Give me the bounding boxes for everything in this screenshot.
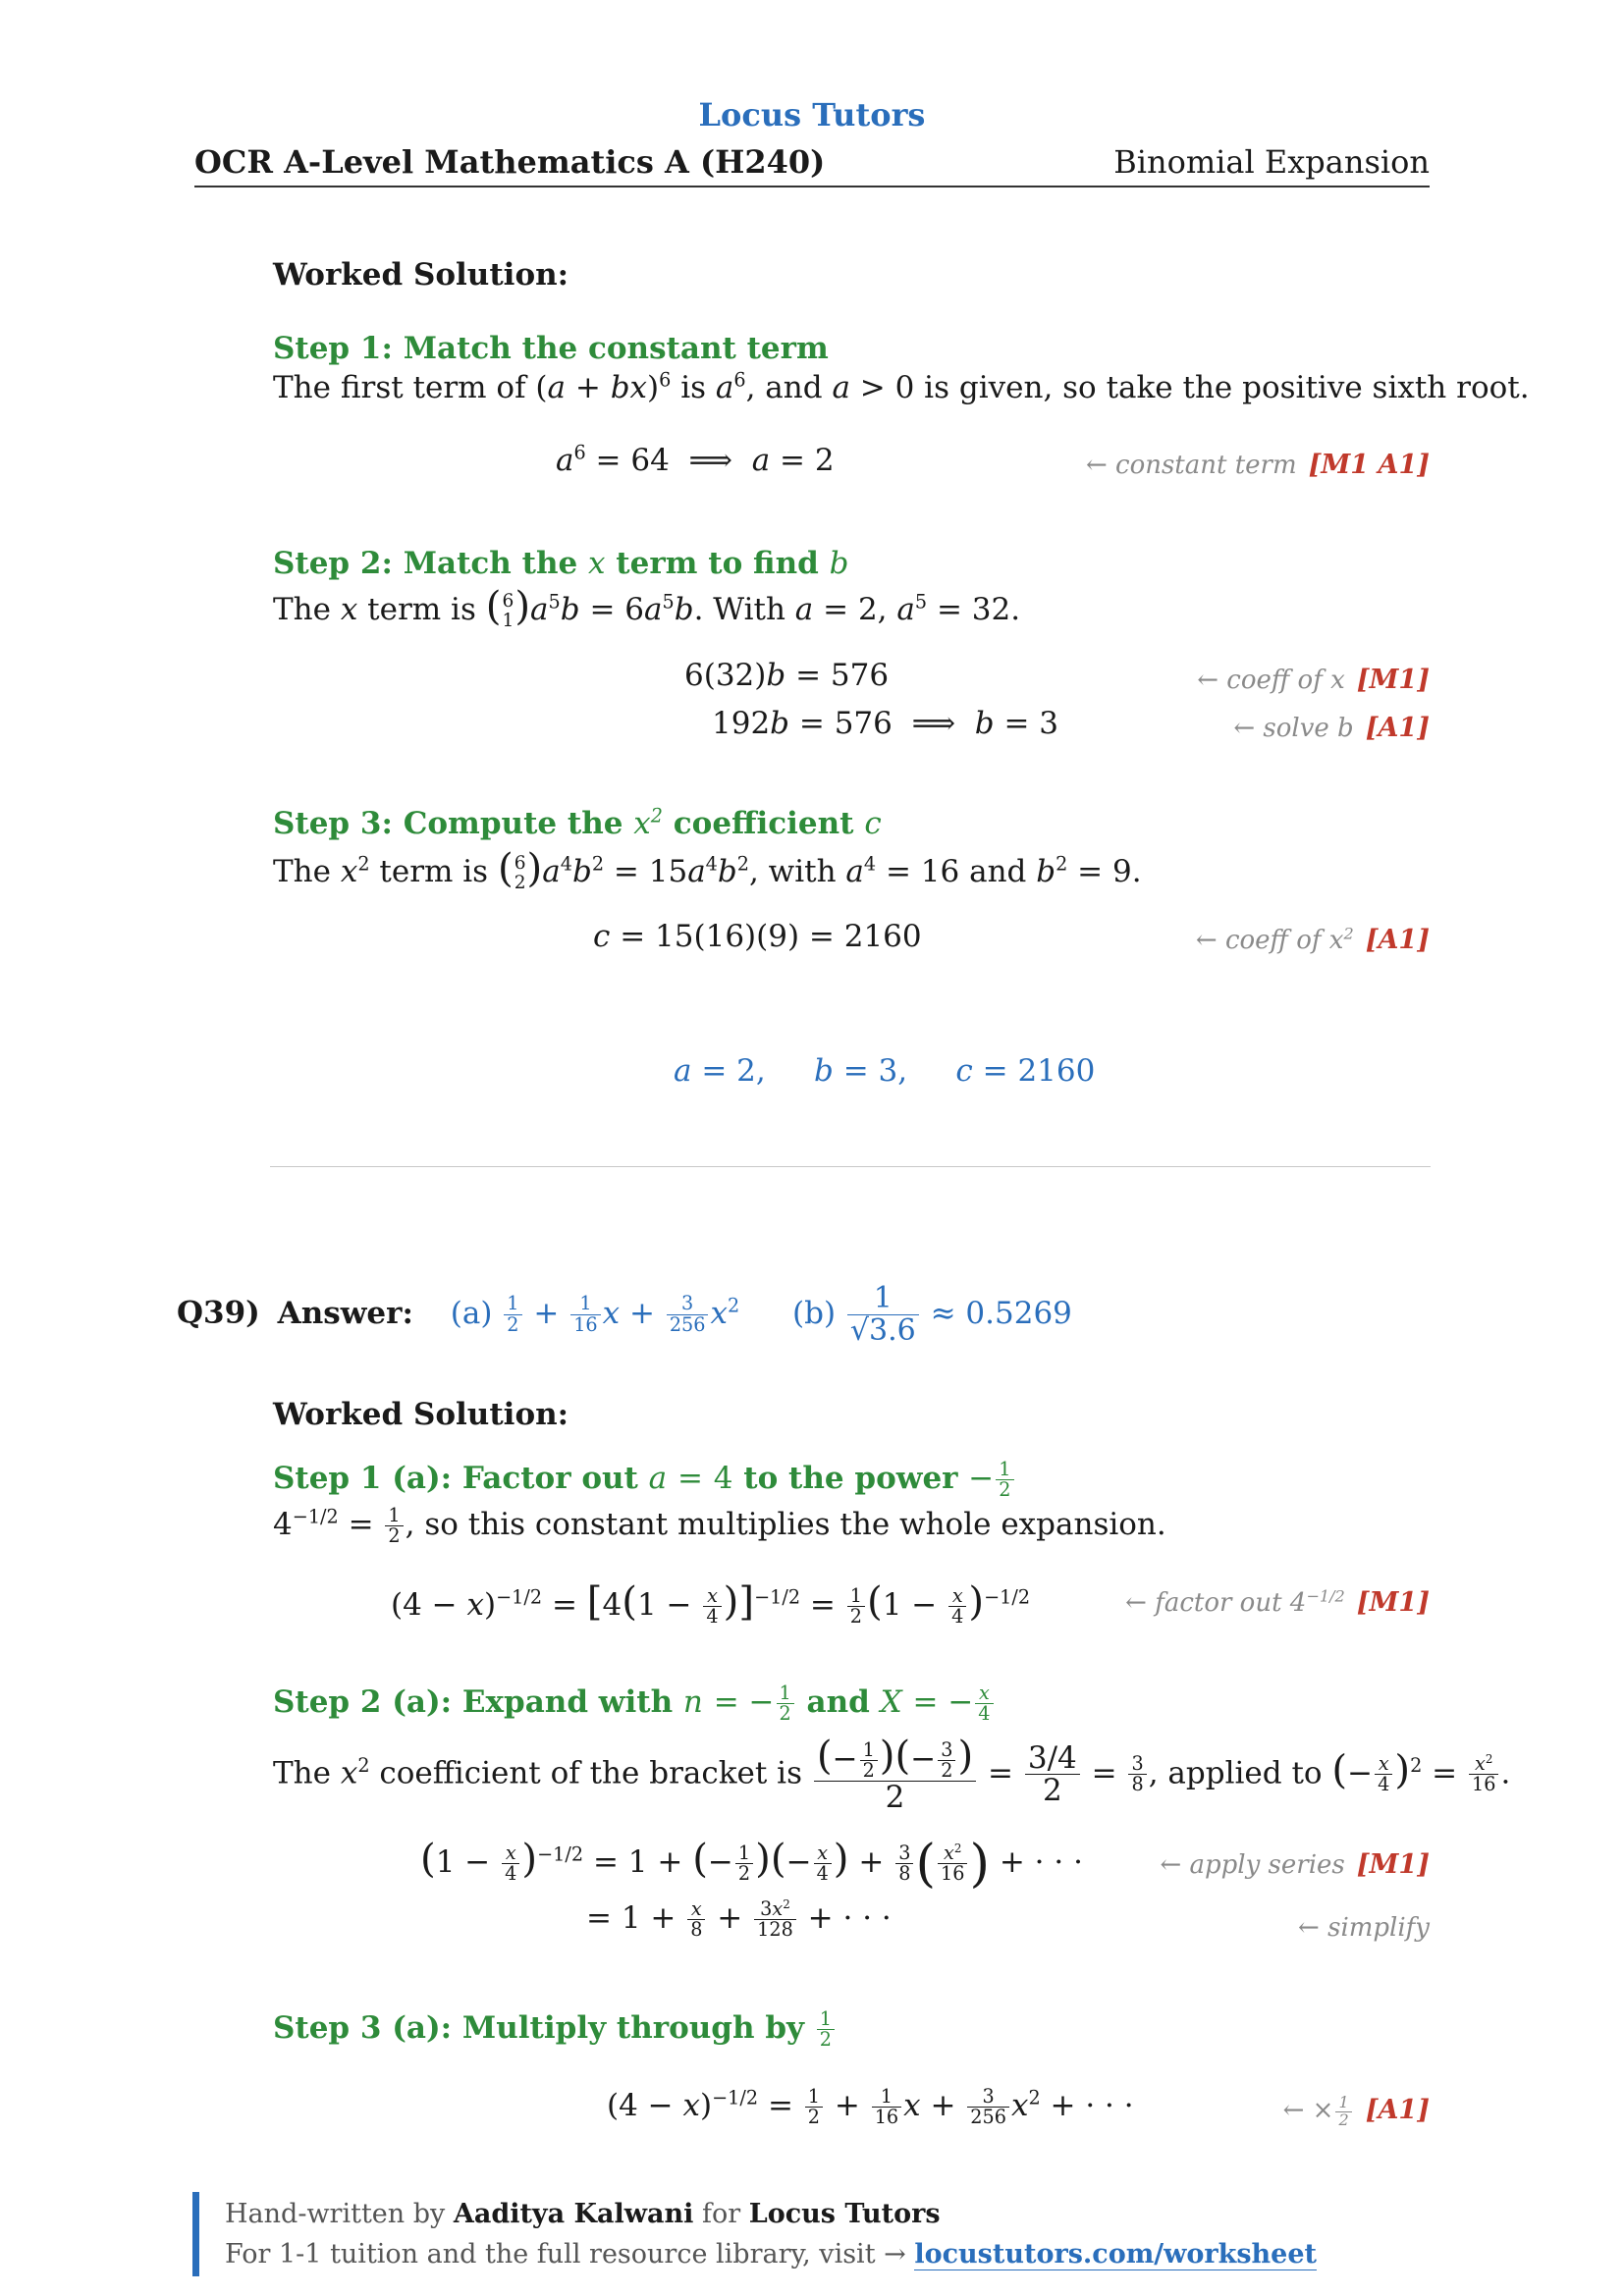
step-annotation bbox=[1086, 446, 1430, 481]
author-name: Aaditya Kalwani bbox=[453, 2199, 694, 2229]
annotation-note: ← factor out $4^{-1/2}$ bbox=[1125, 1586, 1345, 1618]
annotation-note: ← constant term bbox=[1085, 451, 1297, 480]
header-rule bbox=[194, 186, 1430, 187]
mark-scheme-badge: [A1] bbox=[1365, 713, 1430, 743]
annotation-note: ← apply series bbox=[1160, 1850, 1345, 1880]
question-answer-line bbox=[177, 1283, 1072, 1346]
footer-text: for bbox=[701, 2199, 741, 2229]
mark-scheme-badge: [M1 A1] bbox=[1308, 450, 1430, 480]
step-title: Step 1: Match the constant term bbox=[273, 331, 829, 366]
annotation-note: ← coeff of x bbox=[1197, 666, 1345, 695]
mark-scheme-badge: [A1] bbox=[1365, 925, 1430, 955]
equation: c = 15(16)(9) = 2160 bbox=[593, 919, 922, 954]
section-divider bbox=[270, 1166, 1431, 1167]
step-title: Step 3: Compute the $x^2$ coefficient c bbox=[273, 804, 882, 841]
step-title: Step 1 (a): Factor out a = 4 to the power − $\frac{1}{2}$ bbox=[273, 1460, 1016, 1500]
equation: $a^6 = 64$ ⟹ a = 2 bbox=[556, 441, 835, 478]
footer-accent-bar bbox=[192, 2192, 199, 2276]
course-title: OCR A-Level Mathematics A (H240) bbox=[194, 143, 826, 181]
step-annotation bbox=[1298, 1908, 1430, 1944]
footer-text: For 1-1 tuition and the full resource library, visit → bbox=[225, 2239, 906, 2269]
mark-scheme-badge: [M1] bbox=[1356, 1849, 1430, 1880]
equation: (1 − $\frac{x}{4}$ )$^{-1/2}$ = 1 + (− $\frac{1}{2}$ )(− $\frac{x}{4}$ ) + $\frac{3}{8}$ ( $\frac{x^2}{16}$ ) + · · · bbox=[420, 1834, 1083, 1894]
step-annotation bbox=[1160, 1845, 1430, 1881]
step-title: Step 2: Match the x term to find b bbox=[273, 546, 849, 581]
equation: 6(32)b = 576 bbox=[684, 658, 890, 693]
footer-credit bbox=[225, 2199, 941, 2229]
question-label: Q39) bbox=[177, 1295, 260, 1331]
step-text: The x term is ( 6 1 )$a^5b = 6a^5b$. With a = 2, $a^5 = 32$. bbox=[273, 583, 1021, 631]
annotation-note: ← solve b bbox=[1233, 714, 1354, 743]
worked-solution-heading: Worked Solution: bbox=[273, 257, 569, 293]
step-title: Step 2 (a): Expand with n = − $\frac{1}{2}$ and X = − $\frac{x}{4}$ bbox=[273, 1683, 996, 1724]
mark-scheme-badge: [M1] bbox=[1356, 665, 1430, 695]
mark-scheme-badge: [M1] bbox=[1356, 1587, 1430, 1618]
equation: $(4 - x)^{-1/2} = [4(1$ − $\frac{x}{4}$ )]$^{-1/2}$ = $\frac{1}{2}$ (1 − $\frac{x}{4}$ )$^{-1/2}$ bbox=[391, 1578, 1031, 1628]
footer-text: Hand-written by bbox=[225, 2199, 446, 2229]
step-annotation bbox=[1233, 709, 1430, 744]
footer-cta bbox=[225, 2239, 1317, 2269]
brand-title: Locus Tutors bbox=[698, 96, 926, 133]
equation: = 1 + $\frac{x}{8}$ + $\frac{3x^2}{128}$ + · · · bbox=[586, 1896, 892, 1942]
mark-scheme-badge: [A1] bbox=[1365, 2095, 1430, 2125]
step-annotation bbox=[1125, 1583, 1430, 1619]
annotation-note: ← simplify bbox=[1298, 1913, 1430, 1943]
step-title: Step 3 (a): Multiply through by $\frac{1}{2}$ bbox=[273, 2009, 837, 2050]
answer-part-a: (a) $\frac{1}{2}$ + $\frac{1}{16}$ x + $\frac{3}{256}$ $x^2$ bbox=[450, 1292, 740, 1336]
step-text: The first term of (a + bx)$^6$ is $a^6$, and a > 0 is given, so take the positive sixth root. bbox=[273, 368, 1530, 405]
equation: 192b = 576 ⟹ b = 3 bbox=[712, 706, 1059, 741]
step-annotation bbox=[1196, 921, 1430, 956]
worksheet-link[interactable]: locustutors.com/worksheet bbox=[914, 2239, 1318, 2269]
annotation-note: ← × $\frac{1}{2}$ bbox=[1283, 2096, 1354, 2125]
topic-title: Binomial Expansion bbox=[1113, 143, 1430, 181]
org-name: Locus Tutors bbox=[748, 2199, 941, 2229]
worked-solution-heading: Worked Solution: bbox=[273, 1397, 569, 1432]
step-text: The $x^2$ coefficient of the bracket is (− $\frac{1}{2}$ )(− $\frac{3}{2}$ ) 2 = $\frac{3/4}{2}$ = $\frac{3}{8}$ , applied to (− $\frac{x}{4}$ )$^2$ = $\frac{x^2}{16}$ . bbox=[273, 1733, 1511, 1816]
step-text: $4^{-1/2}$ = $\frac{1}{2}$ , so this constant multiplies the whole expansion. bbox=[273, 1504, 1166, 1548]
step-text: The $x^2$ term is ( 6 2 )$a^4b^2 = 15a^4b^2$, with $a^4 = 16$ and $b^2 = 9$. bbox=[273, 845, 1142, 893]
equation: $(4 - x)^{-1/2}$ = $\frac{1}{2}$ + $\frac{1}{16}$ x + $\frac{3}{256}$ $x^2$ + · · · bbox=[607, 2085, 1134, 2129]
answer-part-b: (b) $\frac{1}{√3.6}$ ≈ 0.5269 bbox=[792, 1281, 1072, 1348]
final-answer: a = 2, b = 3, c = 2160 bbox=[674, 1053, 1096, 1089]
annotation-note: ← coeff of $x^2$ bbox=[1195, 924, 1354, 955]
step-annotation bbox=[1197, 661, 1430, 696]
answer-label: Answer: bbox=[277, 1295, 413, 1331]
step-annotation bbox=[1283, 2091, 1430, 2128]
